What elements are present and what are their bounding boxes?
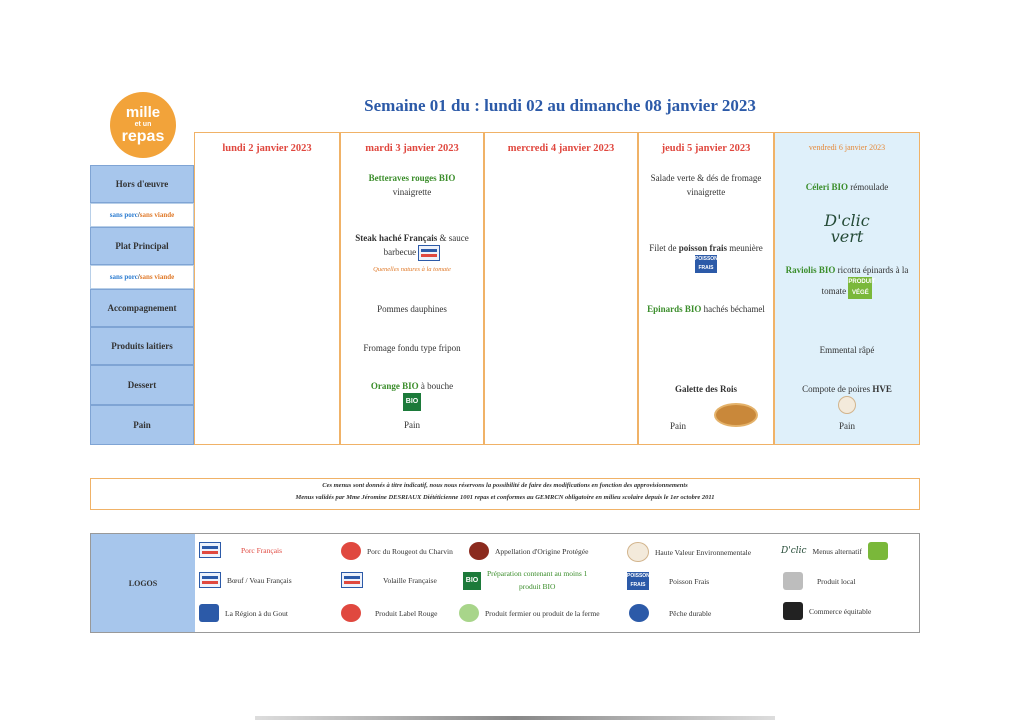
dclic-line1: D'clic	[824, 211, 870, 230]
legend-label: Commerce équitable	[809, 606, 872, 616]
friday-plat-suffix: ricotta épinards à la	[835, 265, 909, 275]
legend-peche-durable	[629, 604, 711, 622]
legend-label: La Région à du Gout	[225, 608, 288, 618]
produit-local-icon	[783, 572, 803, 590]
thursday-hors-item: Salade verte & dés de fromage	[650, 173, 762, 183]
tuesday-dessert-item: Orange BIO	[370, 381, 419, 391]
tuesday-dessert-suffix: à bouche	[418, 381, 454, 391]
thursday-dessert-item: Galette des Rois	[675, 384, 737, 394]
logo-line2: et un	[134, 121, 152, 128]
thursday-hors-sauce: vinaigrette	[686, 187, 726, 198]
friday-pain: Pain	[838, 421, 855, 431]
region-gout-icon	[199, 604, 219, 622]
row-label-plat-principal: Plat Principal	[90, 227, 194, 265]
boeuf-francais-icon	[418, 245, 440, 261]
legend-region	[199, 604, 288, 622]
legend-menus-alternatif	[781, 542, 888, 560]
tuesday-plat	[345, 231, 479, 276]
tuesday-hors-item: Betteraves rouges BIO	[368, 173, 456, 183]
rougeot-icon	[341, 542, 361, 560]
legend-label: Appellation d'Origine Protégée	[495, 546, 589, 556]
day-column-tuesday	[340, 132, 484, 445]
bio-icon: BIO	[403, 393, 421, 411]
tuesday-plat-item: Steak haché Français	[355, 233, 438, 243]
legend-label: Poisson Frais	[669, 576, 710, 586]
produit-vege-icon	[848, 277, 876, 299]
tuesday-plat-alternative: Quenelles natures à la tomate	[373, 266, 451, 274]
friday-hors-item: Céleri BIO	[805, 182, 848, 192]
thursday-plat-item: poisson frais	[678, 243, 728, 253]
legend-label-bio	[487, 568, 587, 594]
day-header-tuesday: mardi 3 janvier 2023	[365, 143, 459, 154]
day-header-wednesday: mercredi 4 janvier 2023	[507, 143, 615, 154]
disclaimer-line1: Ces menus sont donnés à titre indicatif, nous nous réservons la possibilité de faire des modifications en fonction des approvisionnements	[322, 482, 688, 489]
row-label-hors-oeuvre: Hors d'œuvre	[90, 165, 194, 203]
frais-label: FRAIS	[630, 582, 646, 588]
legend-aop	[469, 542, 588, 560]
tuesday-accompagnement: Pommes dauphines	[377, 304, 447, 314]
disclaimer-line2: Menus validés par Mme Jéromine DESRIAUX Diététicienne 1001 repas et conformes au GEMRCN obligatoire en milieu scolaire depuis le 1er octobre 2011	[295, 494, 715, 502]
legend-produit-fermier	[459, 604, 600, 622]
scan-edge-mark	[255, 716, 775, 720]
friday-dessert	[779, 382, 915, 419]
thursday-plat-suffix: meunière	[727, 243, 763, 253]
row-label-accompagnement: Accompagnement	[90, 289, 194, 327]
day-header-monday: lundi 2 janvier 2023	[222, 143, 312, 154]
legend-label: Produit fermier ou produit de la ferme	[485, 608, 600, 618]
legend-label: Produit Label Rouge	[375, 608, 438, 618]
legend-poisson-frais	[627, 572, 709, 590]
thursday-hors-oeuvre	[643, 171, 769, 200]
filter-sep: /	[137, 211, 140, 219]
legend-label: Pêche durable	[669, 608, 712, 618]
bio-icon: BIO	[463, 572, 481, 590]
fairtrade-icon	[783, 602, 803, 620]
day-header-friday: vendredi 6 janvier 2023	[808, 143, 886, 152]
legend-label: Volaille Française	[383, 575, 437, 585]
friday-plat-item: Raviolis BIO	[785, 265, 836, 275]
filter-sans-porc: sans porc	[109, 211, 138, 219]
page-title: Semaine 01 du : lundi 02 au dimanche 08 janvier 2023	[364, 96, 756, 115]
logos-legend	[90, 533, 920, 633]
hve-icon	[838, 396, 856, 414]
porc-francais-icon	[199, 542, 221, 558]
row-filter-2	[90, 265, 194, 289]
day-column-monday	[194, 132, 340, 445]
tuesday-plat-sauce: & sauce	[437, 233, 469, 243]
vege-label-1: PRODUIT	[848, 279, 876, 286]
friday-plat-suffix-2: tomate	[821, 286, 847, 297]
legend-label: Haute Valeur Environnementale	[655, 547, 752, 557]
thursday-plat	[643, 241, 769, 274]
tuesday-pain: Pain	[403, 420, 420, 430]
disclaimer-box	[90, 478, 920, 510]
filter-sans-porc: sans porc	[109, 273, 138, 281]
legend-label: Menus alternatif	[812, 546, 862, 556]
logos-title: LOGOS	[91, 534, 195, 632]
thursday-dessert	[643, 382, 769, 396]
friday-hors-suffix: rémoulade	[848, 182, 889, 192]
legend-label: Produit local	[817, 576, 856, 586]
logo-line1: mille	[125, 104, 161, 121]
filter-sep: /	[137, 273, 140, 281]
dclic-vert-logo	[779, 213, 915, 245]
legend-label: Porc Français	[241, 545, 283, 555]
legend-commerce-equitable	[783, 602, 871, 620]
legend-bio	[463, 568, 587, 594]
row-label-produits-laitiers: Produits laitiers	[90, 327, 194, 365]
row-label-dessert: Dessert	[90, 365, 194, 405]
friday-dessert-item: Compote de poires	[802, 384, 873, 394]
galette-icon	[714, 403, 758, 427]
hve-icon	[627, 542, 649, 562]
legend-boeuf-veau	[199, 572, 292, 588]
thursday-accompagnement	[643, 302, 769, 316]
vege-label-2: VÉGÉ	[852, 290, 869, 297]
tuesday-plat-sauce-2: barbecue	[383, 247, 417, 258]
day-header-thursday: jeudi 5 janvier 2023	[661, 143, 751, 154]
legend-produit-local	[783, 572, 856, 590]
tuesday-laitiers: Fromage fondu type fripon	[363, 343, 461, 353]
poisson-label: POISSON	[627, 573, 650, 579]
day-column-wednesday	[484, 132, 638, 445]
legend-hve	[627, 542, 751, 562]
legend-porc-rougeot	[341, 542, 453, 560]
volaille-francaise-icon	[341, 572, 363, 588]
label-rouge-icon	[341, 604, 361, 622]
day-column-friday	[774, 132, 920, 445]
frais-label: FRAIS	[698, 265, 714, 272]
legend-label: produit BIO	[518, 581, 556, 591]
menu-grid	[90, 132, 920, 445]
peche-durable-icon	[629, 604, 649, 622]
friday-plat	[779, 263, 915, 299]
produit-vege-icon	[868, 542, 888, 560]
aop-icon	[469, 542, 489, 560]
thursday-pain: Pain	[669, 421, 686, 431]
legend-label: Préparation contenant au moins 1	[487, 569, 588, 578]
produit-fermier-icon	[459, 604, 479, 622]
thursday-plat-prefix: Filet de	[649, 243, 679, 253]
legend-label: Porc du Rougeot du Charvin	[367, 546, 453, 556]
filter-sans-viande: sans viande	[139, 211, 175, 219]
tuesday-hors-oeuvre	[345, 171, 479, 200]
dclic-line2: vert	[830, 227, 864, 246]
tuesday-dessert	[345, 379, 479, 411]
legend-volaille	[341, 572, 437, 588]
filter-sans-viande: sans viande	[139, 273, 175, 281]
row-label-pain: Pain	[90, 405, 194, 445]
day-column-thursday	[638, 132, 774, 445]
legend-label-rouge	[341, 604, 438, 622]
friday-hors-oeuvre	[779, 180, 915, 194]
friday-dessert-hve: HVE	[872, 384, 892, 394]
thursday-accomp-item: Epinards BIO	[647, 304, 702, 314]
poisson-frais-icon	[695, 255, 717, 273]
logo-line3: repas	[121, 128, 165, 145]
poisson-frais-icon	[627, 572, 649, 590]
friday-laitiers: Emmental râpé	[819, 345, 875, 355]
row-filter-1	[90, 203, 194, 227]
legend-porc-francais	[199, 542, 282, 558]
legend-label: Bœuf / Veau Français	[227, 575, 292, 585]
poisson-label: POISSON	[695, 256, 718, 263]
thursday-accomp-suffix: hachés béchamel	[701, 304, 765, 314]
tuesday-hors-sauce: vinaigrette	[392, 187, 432, 198]
dclic-vert-icon: D'clic	[781, 546, 807, 556]
boeuf-francais-icon	[199, 572, 221, 588]
